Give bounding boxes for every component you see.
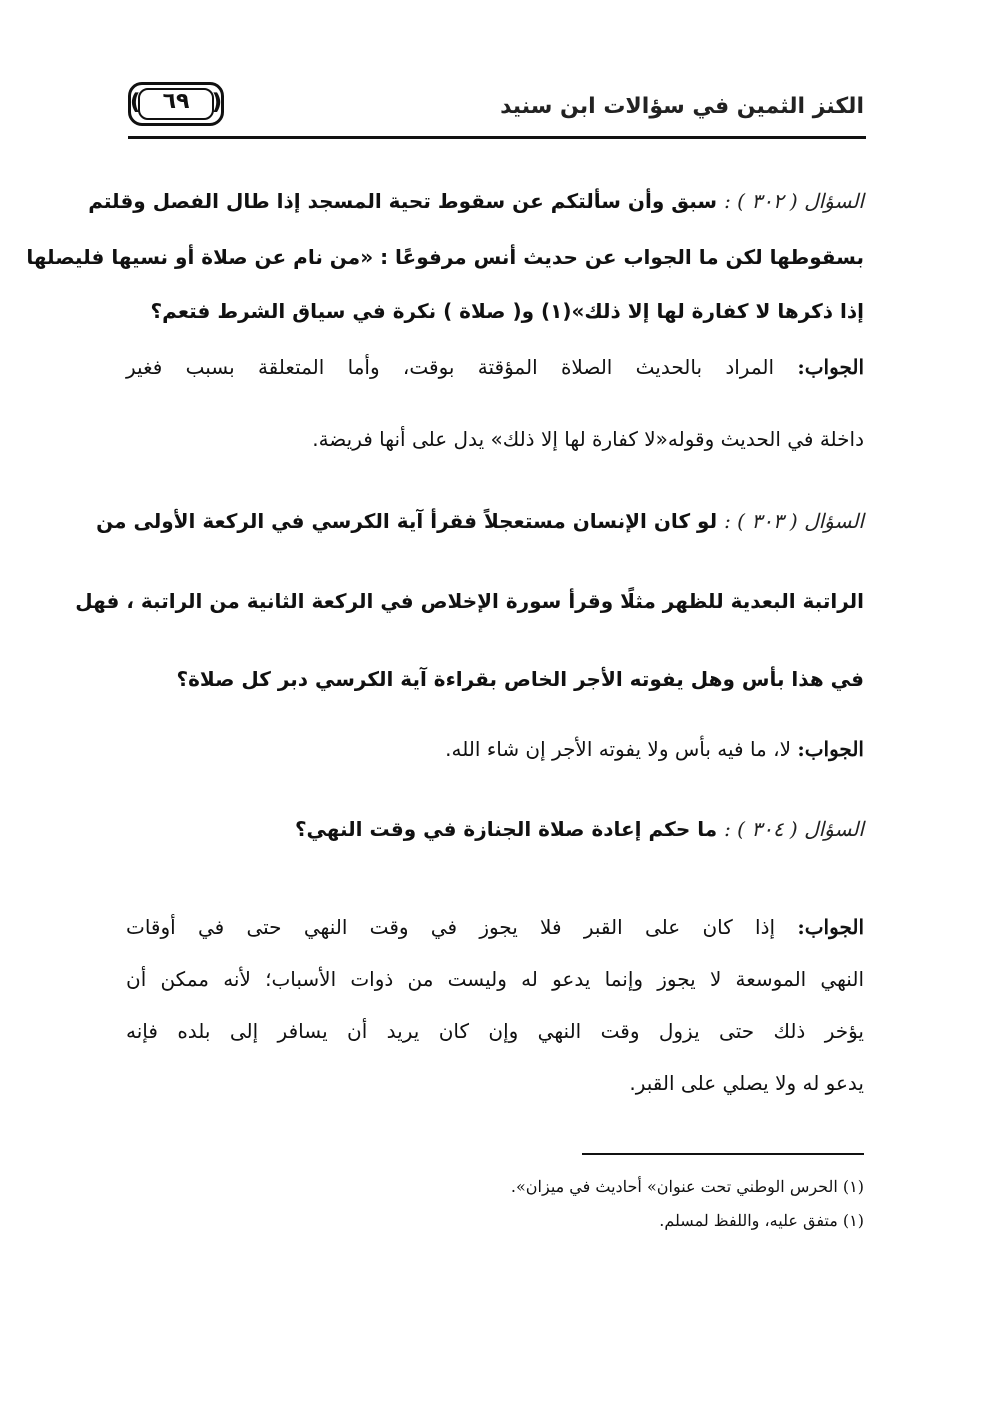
question-302-text-2: بسقوطها لكن ما الجواب عن حديث أنس مرفوعًا : «من نام عن صلاة أو نسيها فليصلها (26, 245, 864, 269)
question-302-line-1 (88, 186, 864, 216)
question-303-line-1 (96, 506, 864, 536)
page-number: ٦٩ (162, 89, 190, 114)
answer-304-label: الجواب: (797, 915, 865, 939)
footnote-divider (582, 1153, 864, 1155)
question-303-line-2 (75, 586, 864, 616)
question-304-line-1 (126, 814, 864, 844)
header-divider (128, 136, 866, 139)
question-303-label: السؤال ( ٣٠٣ ) : (724, 509, 864, 533)
answer-304-line-2 (126, 964, 864, 994)
question-302-text-1: سبق وأن سألتكم عن سقوط تحية المسجد إذا طال الفصل وقلتم (88, 189, 718, 213)
question-302-line-3 (126, 296, 864, 326)
answer-302-label: الجواب: (797, 355, 865, 379)
answer-302-line-2 (126, 424, 864, 454)
question-303-line-3 (126, 664, 864, 694)
question-303-text-2: الراتبة البعدية للظهر مثلًا وقرأ سورة الإخلاص في الركعة الثانية من الراتبة ، فهل (75, 589, 864, 613)
footnote-1: (١) الحرس الوطني تحت عنوان» أحاديث في ميزان». (510, 1177, 864, 1196)
answer-304-text-4: يدعو له ولا يصلي على القبر. (629, 1071, 864, 1095)
answer-303-line-1 (126, 734, 864, 764)
frame-ornament-right-icon: ❪ (207, 90, 226, 115)
answer-303-text-1: لا، ما فيه بأس ولا يفوته الأجر إن شاء الله. (445, 737, 791, 761)
question-303-text-3: في هذا بأس وهل يفوته الأجر الخاص بقراءة آية الكرسي دبر كل صلاة؟ (176, 667, 864, 691)
footnote-2: (١) متفق عليه، واللفظ لمسلم. (659, 1211, 864, 1230)
answer-304-text-1: إذا كان على القبر فلا يجوز في وقت النهي حتى في أوقات (126, 915, 776, 939)
page-number-frame (128, 82, 224, 126)
answer-304-line-3 (126, 1016, 864, 1046)
question-302-text-3: إذا ذكرها لا كفارة لها إلا ذلك»(١) و( صلاة ) نكرة في سياق الشرط فتعم؟ (150, 299, 864, 323)
answer-302-text-1: المراد بالحديث الصلاة المؤقتة بوقت، وأما المتعلقة بسبب فغير (126, 355, 775, 379)
page-header-title: الكنز الثمين في سؤالات ابن سنيد (500, 94, 864, 119)
answer-302-text-2: داخلة في الحديث وقوله«لا كفارة لها إلا ذلك» يدل على أنها فريضة. (312, 427, 864, 451)
question-302-line-2 (26, 242, 864, 272)
answer-304-text-3: يؤخر ذلك حتى يزول وقت النهي وإن كان يريد أن يسافر إلى بلده فإنه (126, 1019, 864, 1043)
question-302-label: السؤال ( ٣٠٢ ) : (724, 189, 864, 213)
question-303-text-1: لو كان الإنسان مستعجلاً فقرأ آية الكرسي في الركعة الأولى من (96, 509, 718, 533)
frame-ornament-left-icon: ❫ (126, 90, 145, 115)
answer-304-text-2: النهي الموسعة لا يجوز وإنما يدعو له وليست من ذوات الأسباب؛ لأنه ممكن أن (126, 967, 864, 991)
answer-303-label: الجواب: (797, 737, 864, 761)
answer-304-line-1 (126, 912, 864, 942)
answer-304-line-4 (126, 1068, 864, 1098)
question-304-label: السؤال ( ٣٠٤ ) : (724, 817, 864, 841)
answer-302-line-1 (126, 352, 864, 382)
question-304-text-1: ما حكم إعادة صلاة الجنازة في وقت النهي؟ (294, 817, 718, 841)
